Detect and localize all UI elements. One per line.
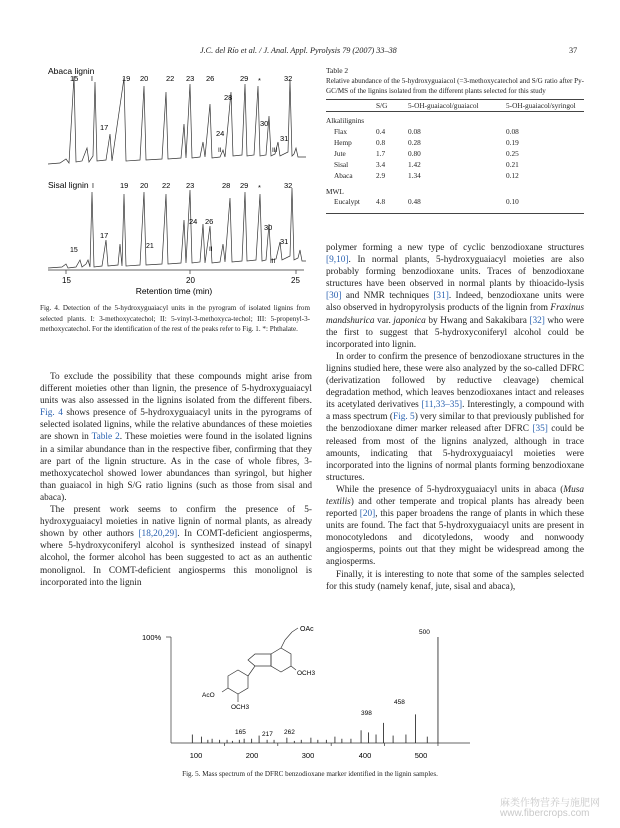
table2-group-row: Alkalilignins [326,116,365,126]
sisal-peak-32: 32 [284,181,293,190]
sisal-peak-31: 31 [280,237,289,246]
ref-link-35[interactable]: [35] [532,424,548,435]
peak-label-165: 165 [235,729,246,736]
peak-label-262: 262 [284,729,295,736]
ref-link-9-10[interactable]: [9,10] [326,255,349,266]
watermark-url: www.fibercrops.com [500,808,590,819]
table2 [326,66,584,214]
right-paragraph-3: While the presence of 5-hydroxyguaiacyl units in abaca (Musa textilis) and other temperate and tropical plants has already been reported [20], this paper broadens the range of plants in which these units are found. The fact that 5-hydroxyguaiacyl units are present in monocotyledons and dicotyledons, woody and nonwoody angiosperms, points out that they might be widespread among the angiosperms. [326,484,584,568]
table2-grid [326,100,584,207]
sisal-panel-label: Sisal lignin [48,180,89,190]
ref-link-32[interactable]: [32] [529,315,545,326]
journal-citation: J.C. del Río et al. / J. Anal. Appl. Pyrolysis 79 (2007) 33–38 [200,46,397,55]
fig4-pyrograms [40,64,312,300]
page-number: 37 [569,46,578,55]
table2-label: Table 2 [326,66,349,75]
ref-link-30[interactable]: [30] [326,291,342,302]
table2-row: Eucalypt 4.8 0.48 0.10 [334,197,519,207]
abaca-peak-30: 30 [260,119,269,128]
structure-label-och3-bottom: OCH3 [231,704,250,711]
fig4-link[interactable]: Fig. 4 [40,408,63,419]
x-ticklabel-20: 20 [186,276,195,285]
sisal-peak-30: 30 [264,223,273,232]
left-column [40,371,312,589]
sisal-peak-19: 19 [120,181,129,190]
ref-link-11-33-35[interactable]: [11,33–35] [421,400,463,411]
ref-link-31[interactable]: [31] [433,291,449,302]
table2-row: Hemp 0.8 0.28 0.19 [334,138,519,148]
sisal-peak-II: II [209,246,213,253]
structure-label-oac: OAc [300,626,314,633]
x-ticklabel-400: 400 [358,751,372,760]
right-paragraph-4: Finally, it is interesting to note that some of the samples selected for this study (namely kenaf, jute, sisal and abaca), [326,569,584,592]
ref-link-18-20-29[interactable]: [18,20,29] [138,529,178,540]
table2-link[interactable]: Table 2 [91,432,120,443]
table2-row: Jute 1.7 0.80 0.25 [334,148,519,158]
col-header-syringol: 5-OH-guaiacol/syringol [506,101,576,111]
abaca-peak-24: 24 [216,129,225,138]
x-ticklabel-15: 15 [62,276,71,285]
col-header-sg: S/G [376,101,388,111]
table2-group-row: MWL [326,186,344,196]
sisal-peak-26: 26 [205,217,214,226]
left-paragraph-1: To exclude the possibility that these compounds might arise from different moieties other than lignin, the presence of 5-hydroxyguaiacyl units was also assessed in the lignins isolated from the different fibers. Fig. 4 shows presence of 5-hydroxyguaiacyl units in the pyrograms of selected isolated lignins, while the relative abundances of these moieties are shown in Table 2. These moieties were found in the isolated lignins in a similar abundance than in the respective fiber, confirming that they are part of the lignin structure. As in the case of whole fibres, 3-methoxycatechol showed lower abundances than syringol, but higher than guaiacol in high S/G ratio lignins (such as those from sisal and abaca). [40,372,313,503]
abaca-peak-15: 15 [70,74,79,83]
right-column [326,242,584,593]
abaca-peak-II: II [218,147,222,154]
sisal-peak-22: 22 [162,181,171,190]
x-ticklabel-200: 200 [245,751,259,760]
fig5-caption: Fig. 5. Mass spectrum of the DFRC benzodioxane marker identified in the lignin samples. [182,770,438,778]
right-paragraph-2: In order to confirm the presence of benzodioxane structures in the lignins studied here, these were also analyzed by the so-called DFRC (derivatization followed by reductive cleavage) chemical degradation method, which leaves benzodioxanes intact and releases its acetylated derivatives [11,33–35]. Interestingly, a compound with a mass spectrum (Fig. 5) very similar to that previously published for the benzodioxane dimer marker released after DFRC [35] could be released from most of the lignins analyzed, although in trace amounts, indicating that 5-hydroxyguaiacyl moieties were incorporated into the lignins of normal plants forming benzodioxane structures. [326,351,585,483]
sisal-peak-29: 29 [240,181,249,190]
peak-label-458: 458 [394,699,405,706]
peak-label-398: 398 [361,710,372,717]
abaca-peak-19: 19 [122,74,131,83]
y-axis-100-label: 100% [142,633,162,642]
abaca-panel-label: Abaca lignin [48,66,95,76]
abaca-peak-22: 22 [166,74,175,83]
benzodioxane-structure [222,628,298,702]
x-ticklabel-100: 100 [189,751,203,760]
sisal-peak-23: 23 [186,181,195,190]
abaca-peak-31: 31 [280,134,289,143]
abaca-peak-star: * [258,76,261,85]
abaca-peak-32: 32 [284,74,293,83]
table2-row: Flax 0.4 0.08 0.08 [334,127,519,137]
sisal-peak-15: 15 [70,247,78,254]
structure-label-aco: AcO [202,692,215,699]
fig5-mass-spectrum [140,618,480,764]
x-axis-label: Retention time (min) [135,286,213,296]
structure-label-och3-top: OCH3 [297,670,316,677]
x-ticks [224,743,438,746]
x-ticklabel-300: 300 [301,751,315,760]
abaca-peak-20: 20 [140,74,149,83]
peak-label-217: 217 [262,731,273,738]
col-header-guaiacol: 5-OH-guaiacol/guaiacol [408,101,479,111]
abaca-peak-29: 29 [240,74,249,83]
abaca-peak-26: 26 [206,74,215,83]
x-ticklabel-25: 25 [291,276,300,285]
right-paragraph-1: polymer forming a new type of cyclic benzodioxane structures [9,10]. In normal plants, 5-hydroxyguaiacyl moieties are also probably forming benzodioxane units. Traces of benzodioxane structures have been observed in normal plants by thioacido-lysis [30] and NMR techniques [31]. Indeed, benzodioxane units were also observed in hydropyrolysis products of the lignin from Fraxinus mandshurica var. japonica by Hwang and Sakakibara [32] who were the first to suggest that 5-hydroxyconiferyl alcohol could be incorporated into lignin. [326,243,584,350]
abaca-peak-23: 23 [186,74,195,83]
spectrum-bars [192,637,438,743]
sisal-peak-24: 24 [189,217,198,226]
sisal-peak-star: * [258,183,261,192]
table2-header-row [326,100,584,111]
fig5-link[interactable]: Fig. 5 [392,412,415,423]
abaca-peak-I: I [91,76,93,83]
fig4-caption: Fig. 4. Detection of the 5-hydroxyguaiacyl units in the pyrogram of isolated lignins from selected plants. I: 3-methoxycatechol; II: 5-vinyl-3-methoxyca-techol; III: 5-propenyl-3-methoxycatechol. For the identification of the rest of the peaks refer to Fig. 1. *: Phthalate. [40,304,310,334]
table2-caption: Relative abundance of the 5-hydroxyguaiacol (=3-methoxycatechol and S/G ratio after Py-GC/MS of the lignins isolated from the different plants selected for this study [326,77,584,96]
table2-bottom-rule [326,213,584,214]
watermark-cn: 麻类作物营养与施肥网 [500,798,600,809]
sisal-peak-20: 20 [140,181,149,190]
abaca-peak-III: III [272,147,278,154]
table2-row: Abaca 2.9 1.34 0.12 [334,170,519,180]
sisal-peak-21: 21 [146,243,154,250]
sisal-peak-28: 28 [222,181,231,190]
table2-row: Sisal 3.4 1.42 0.21 [334,159,519,169]
peak-label-500: 500 [419,629,430,636]
x-ticklabel-500: 500 [414,751,428,760]
sisal-peak-I: I [92,183,94,190]
abaca-peak-17: 17 [100,123,109,132]
sisal-peak-17: 17 [100,231,109,240]
ref-link-20[interactable]: [20] [359,509,376,520]
left-paragraph-2: The present work seems to confirm the presence of 5-hydroxyguaiacyl moieties in native lignin of normal plants, as already shown by other authors [18,20,29]. In COMT-deficient angiosperms, where 5-hydroxyconiferyl alcohol is synthesized instead of sinapyl alcohol, the former alcohol has been suggested to act as an authentic monolignol. In COMT-deficient angiosperms this monolignol is incorporated into the lignin [40,505,312,588]
sisal-peak-III: III [270,258,276,265]
abaca-peak-28: 28 [224,93,233,102]
